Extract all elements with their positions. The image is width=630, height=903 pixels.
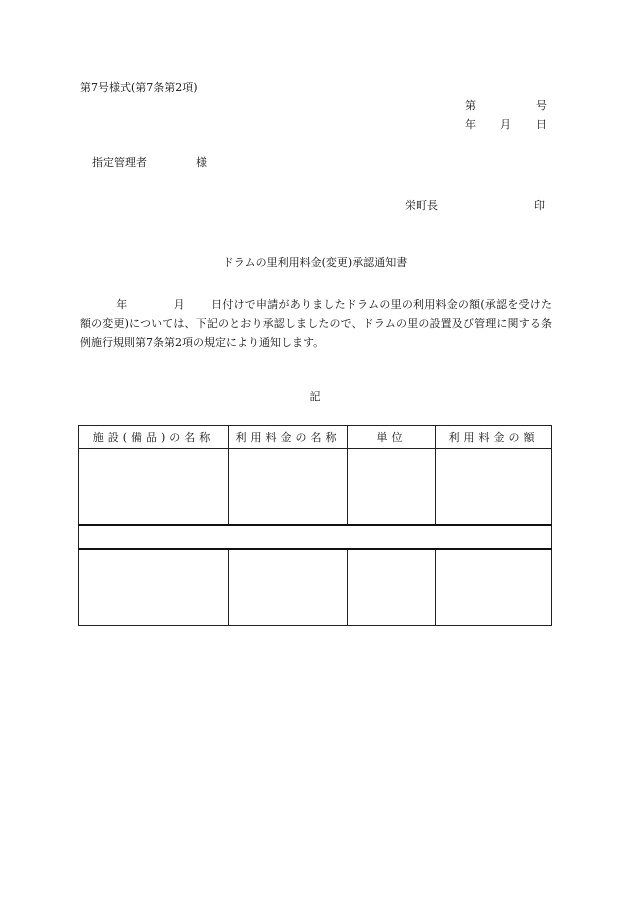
document-title: ドラムの里利用料金(変更)承認通知書 (222, 256, 408, 269)
table-cell (229, 549, 348, 626)
body-text: 日付けで申請がありましたドラムの里の利用料金の額(承認を受けた額の変更)については、下記のとおり承認しましたので、ドラムの里の設置及び管理に関する条例施行規則第7条第2項の規定により通知します。 (80, 298, 553, 349)
issuer-name: 栄町長 (405, 199, 438, 212)
date-month: 月 (500, 118, 511, 131)
form-number: 第7号様式(第7条第2項) (80, 81, 198, 94)
table-cell (436, 449, 552, 526)
table-cell (79, 549, 229, 626)
table-separator-cell (79, 525, 552, 549)
table-row (79, 549, 552, 626)
header-fee-amount: 利用料金の額 (436, 426, 552, 449)
table-cell (436, 549, 552, 626)
table-separator-row (79, 525, 552, 549)
addressee-honorific: 様 (196, 156, 207, 169)
doc-number-suffix: 号 (536, 99, 547, 112)
table-row (79, 449, 552, 526)
date-year: 年 (465, 118, 476, 131)
body-month: 月 (173, 298, 185, 311)
addressee-title: 指定管理者 (92, 156, 147, 169)
body-paragraph (80, 295, 552, 352)
ki-heading: 記 (309, 390, 321, 403)
body-year: 年 (116, 298, 128, 311)
header-fee-name: 利用料金の名称 (229, 426, 348, 449)
doc-number-prefix: 第 (465, 99, 476, 112)
table-cell (348, 449, 436, 526)
table-cell (79, 449, 229, 526)
fee-table (78, 425, 552, 626)
table-cell (229, 449, 348, 526)
table-header-row (79, 426, 552, 449)
date-day: 日 (536, 118, 547, 131)
header-facility-name: 施設(備品)の名称 (79, 426, 229, 449)
table-cell (348, 549, 436, 626)
header-unit: 単位 (348, 426, 436, 449)
seal-mark: 印 (534, 199, 545, 212)
